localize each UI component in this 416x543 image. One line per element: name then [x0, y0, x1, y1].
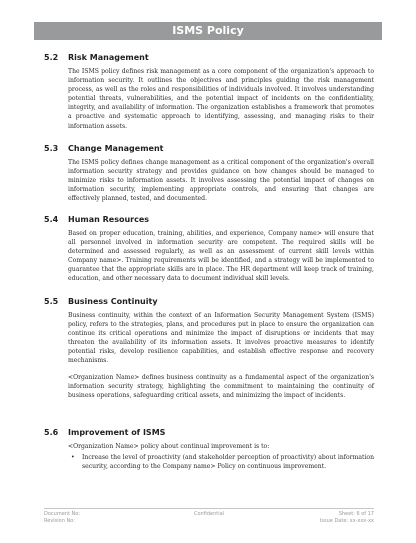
header-title: ISMS Policy	[172, 24, 244, 37]
section-heading	[0, 143, 416, 155]
section-paragraph: <Organization Name> defines business continuity as a fundamental aspect of the organization's information security strategy, highlighting the commitment to maintaining the continuity of business operations, safeguarding critical assets, and minimizing the impact of incidents.	[68, 373, 374, 399]
bullet-list	[68, 453, 374, 471]
section-improvement-of-isms	[0, 427, 416, 471]
section-number: 5.3	[44, 144, 59, 153]
section-heading	[0, 427, 416, 439]
section-title: Change Management	[68, 144, 164, 153]
footer-sheet: Sheet: 6 of 17	[338, 511, 374, 517]
page-header	[34, 22, 382, 40]
section-paragraph: The ISMS policy defines risk management as a core component of the organization's approach to information security. It outlines the objectives and principles guiding the risk management process, as well as the roles and responsibilities of individuals involved. It involves understanding potential threats, vulnerabilities, and the potential impact of incidents on the confidentiality, integrity, and availability of information. The organization establishes a framework that promotes a proactive and systematic approach to identifying, assessing, and managing risks to their information assets.	[68, 68, 374, 130]
section-number: 5.4	[44, 215, 59, 224]
section-risk-management	[0, 52, 416, 131]
section-human-resources	[0, 214, 416, 284]
section-number: 5.5	[44, 297, 59, 306]
section-heading	[0, 214, 416, 226]
footer-issue-date: Issue Date: xx-xxx-xx	[319, 518, 374, 524]
footer-revision-no: Revision No:	[44, 518, 75, 524]
section-change-management	[0, 143, 416, 203]
footer-confidential: Confidential	[193, 511, 225, 517]
section-paragraph: Business continuity, within the context of an Information Security Management System (ISMS) policy, refers to the strategies, plans, and procedures put in place to ensure the organization can continue its critical operations and minimize the impact of disruptions or incidents that may threaten the availability of its information assets. It involves proactive measures to identify potential risks, develop resilience capabilities, and establish effective response and recovery mechanisms.	[68, 312, 374, 365]
section-number: 5.6	[44, 428, 59, 437]
section-paragraph: Based on proper education, training, abilities, and experience, Company name> will ensure that all personnel involved in information security are competent. The required skills will be determined and assessed regularly, as well as an assessment of current skill levels within Company name>. Training requirements will be identified, and a strategy will be implemented to guarantee that the appropriate skills are in place. The HR department will keep track of training, education, and other necessary data to document individual skill levels.	[68, 230, 374, 283]
section-title: Risk Management	[68, 53, 149, 62]
section-title: Improvement of ISMS	[68, 428, 166, 437]
section-paragraph: <Organization Name> policy about continual improvement is to:	[68, 443, 270, 450]
bullet-item	[68, 453, 374, 471]
section-business-continuity	[0, 296, 416, 400]
section-heading	[0, 52, 416, 64]
section-paragraph: The ISMS policy defines change management as a critical component of the organization's overall information security strategy and provides guidance on how changes should be managed to minimize risks to information assets. It involves assessing the potential impact of changes on information security, implementing appropriate controls, and ensuring that changes are effectively planned, tested, and documented.	[68, 159, 374, 203]
section-number: 5.2	[44, 53, 59, 62]
footer-document-no: Document No:	[44, 511, 80, 517]
footer-divider	[44, 508, 374, 509]
section-title: Business Continuity	[68, 297, 158, 306]
bullet-dot-icon: •	[71, 454, 75, 462]
section-heading	[0, 296, 416, 308]
bullet-text: Increase the level of proactivity (and stakeholder perception of proactivity) about information security, according to the Company name> Policy on continuous improvement.	[82, 454, 374, 471]
section-title: Human Resources	[68, 215, 150, 224]
